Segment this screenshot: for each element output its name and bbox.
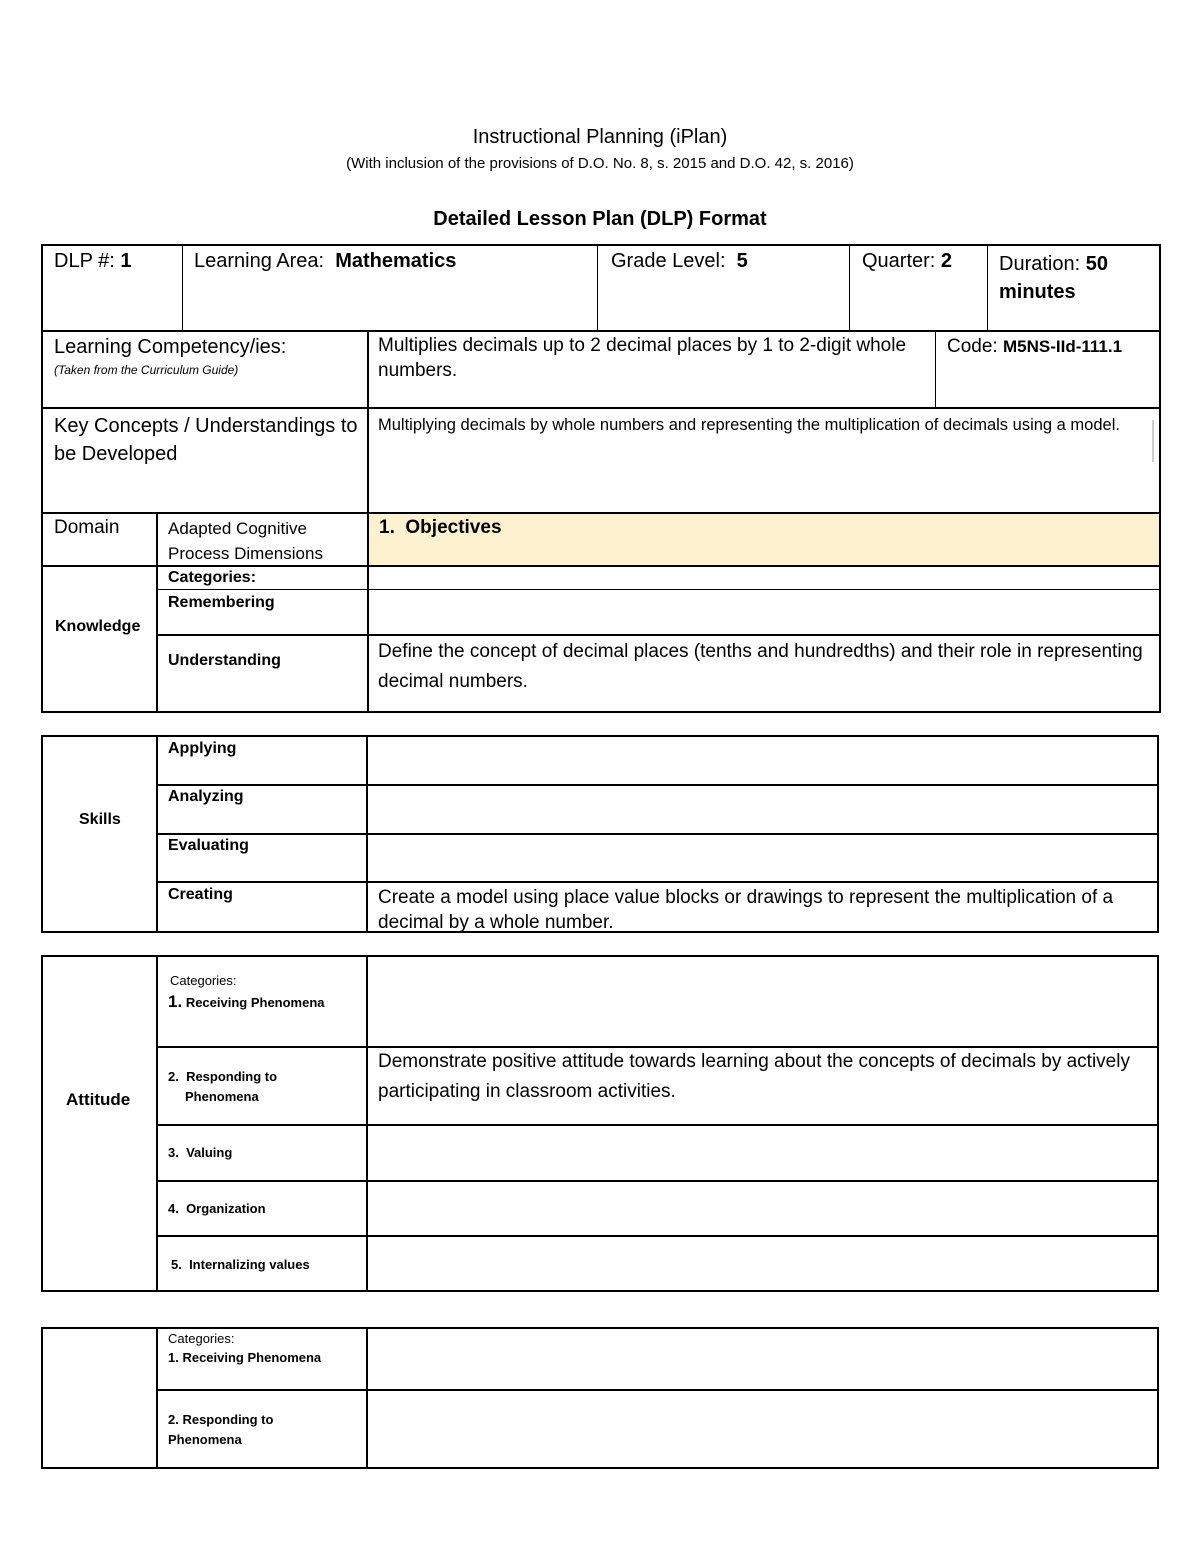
attitude-c2-objective: Demonstrate positive attitude towards learning about the concepts of decimals by actively participating in classroom activities.	[378, 1051, 1130, 1102]
knowledge-categories: Categories:	[168, 569, 257, 586]
objectives-header: 1. Objectives	[379, 517, 502, 538]
attitude-categories: Categories:	[170, 973, 237, 988]
competency-note: (Taken from the Curriculum Guide)	[54, 363, 239, 377]
values-categories: Categories:	[168, 1331, 235, 1346]
learning-area-label: Learning Area:	[194, 250, 325, 272]
attitude-c2-label-cont: Phenomena	[185, 1089, 259, 1104]
duration-value: 50	[1085, 253, 1108, 275]
duration-label: Duration:	[999, 253, 1081, 275]
creating-label: Creating	[168, 886, 233, 903]
dlp-label: DLP #:	[54, 250, 115, 272]
values-c1-label: 1. Receiving Phenomena	[168, 1350, 322, 1365]
applying-label: Applying	[168, 740, 237, 757]
attitude-label: Attitude	[66, 1090, 131, 1109]
competency-label: Learning Competency/ies:	[54, 336, 287, 358]
key-concepts-label: Key Concepts / Understandings to be Developed	[54, 415, 358, 465]
understanding-objective: Define the concept of decimal places (tenths and hundredths) and their role in representing decimal numbers.	[378, 641, 1143, 692]
evaluating-label: Evaluating	[168, 837, 249, 854]
values-c2-label-cont: Phenomena	[168, 1432, 242, 1447]
quarter-label: Quarter:	[862, 250, 936, 272]
document-subtitle: (With inclusion of the provisions of D.O. No. 8, s. 2015 and D.O. 42, s. 2016)	[346, 155, 854, 172]
attitude-c4-label: 4. Organization	[168, 1201, 266, 1216]
quarter-value: 2	[940, 250, 953, 272]
analyzing-label: Analyzing	[168, 788, 244, 805]
attitude-c1-number: 1.	[168, 992, 183, 1011]
key-concepts-text: Multiplying decimals by whole numbers and representing the multiplication of decimals using a model.	[378, 416, 1120, 434]
attitude-c2-label: 2. Responding to	[168, 1069, 278, 1084]
competency-text: Multiplies decimals up to 2 decimal places by 1 to 2-digit whole numbers.	[378, 335, 907, 381]
dlp-value: 1	[120, 250, 132, 272]
values-c2-label: 2. Responding to	[168, 1412, 274, 1427]
attitude-c3-label: 3. Valuing	[168, 1145, 233, 1160]
code-label: Code:	[947, 336, 998, 357]
knowledge-label: Knowledge	[55, 618, 141, 635]
dimensions-header: Adapted Cognitive Process Dimensions	[168, 519, 323, 563]
remembering-label: Remembering	[168, 594, 275, 611]
document-title: Instructional Planning (iPlan)	[472, 126, 728, 148]
grade-level-label: Grade Level:	[611, 250, 726, 272]
code-value: M5NS-IId-111.1	[1002, 337, 1123, 356]
domain-header: Domain	[54, 517, 120, 538]
attitude-c1-label: Receiving Phenomena	[185, 995, 325, 1010]
attitude-c5-label: 5. Internalizing values	[171, 1257, 310, 1272]
duration-unit: minutes	[999, 281, 1076, 303]
grade-level-value: 5	[736, 250, 748, 272]
understanding-label: Understanding	[168, 652, 281, 669]
format-title: Detailed Lesson Plan (DLP) Format	[433, 208, 767, 230]
skills-label: Skills	[79, 811, 121, 828]
learning-area-value: Mathematics	[335, 250, 457, 272]
creating-objective: Create a model using place value blocks or drawings to represent the multiplication of a decimal by a whole number.	[378, 887, 1114, 933]
